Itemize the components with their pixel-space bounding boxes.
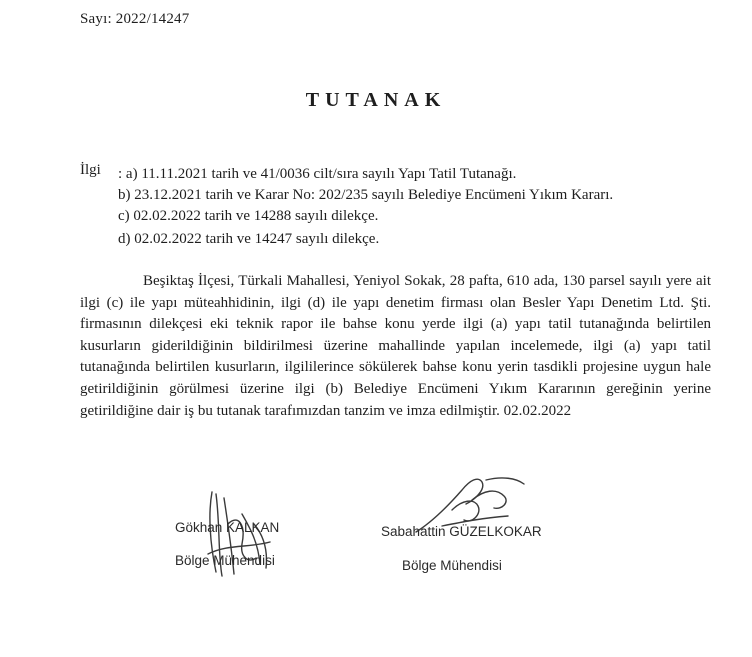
body-paragraph: Beşiktaş İlçesi, Türkali Mahallesi, Yeniyol Sokak, 28 pafta, 610 ada, 130 parsel sayılı yere ait ilgi (c) ile yapı müteahhidinin, ilgi (d) ile yapı denetim firması olan Besler Yapı Denetim Ltd. Şti. firmasının dilekçesi eki teknik rapor ile bahse konu yerde ilgi (a) yapı tatil tutanağında belirtilen kusurların giderildiğinin bildirilmesi üzerine mahallinde yapılan incelemede, ilgi (a) yapı tatil tutanağında belirtilen kusurların, ilgililerince sökülerek bahse konu yerin tasdikli projesine uygun hale getirildiğinin görülmesi üzerine ilgi (b) Belediye Encümeni Yıkım Kararının gereğinin yerine getirildiğine dair iş bu tutanak tarafımızdan tanzim ve imza edilmiştir. 02.02.2022 [80,273,711,419]
reference-item-d: d) 02.02.2022 tarih ve 14247 sayılı dilekçe. [118,231,380,247]
signatory-2-title: Bölge Mühendisi [402,558,502,573]
signatory-2-name: Sabahattin GÜZELKOKAR [381,524,542,539]
references-label: İlgi [80,162,101,178]
reference-number: Sayı: 2022/14247 [80,11,190,27]
signatory-1-title: Bölge Mühendisi [175,553,275,568]
document-title: TUTANAK [305,89,447,111]
reference-item-c: c) 02.02.2022 tarih ve 14288 sayılı dilekçe. [118,208,379,224]
reference-item-b: b) 23.12.2021 tarih ve Karar No: 202/235 sayılı Belediye Encümeni Yıkım Kararı. [118,187,614,203]
reference-item-a: : a) 11.11.2021 tarih ve 41/0036 cilt/sıra sayılı Yapı Tatil Tutanağı. [118,166,517,182]
signatory-1-name: Gökhan KALKAN [175,520,280,535]
